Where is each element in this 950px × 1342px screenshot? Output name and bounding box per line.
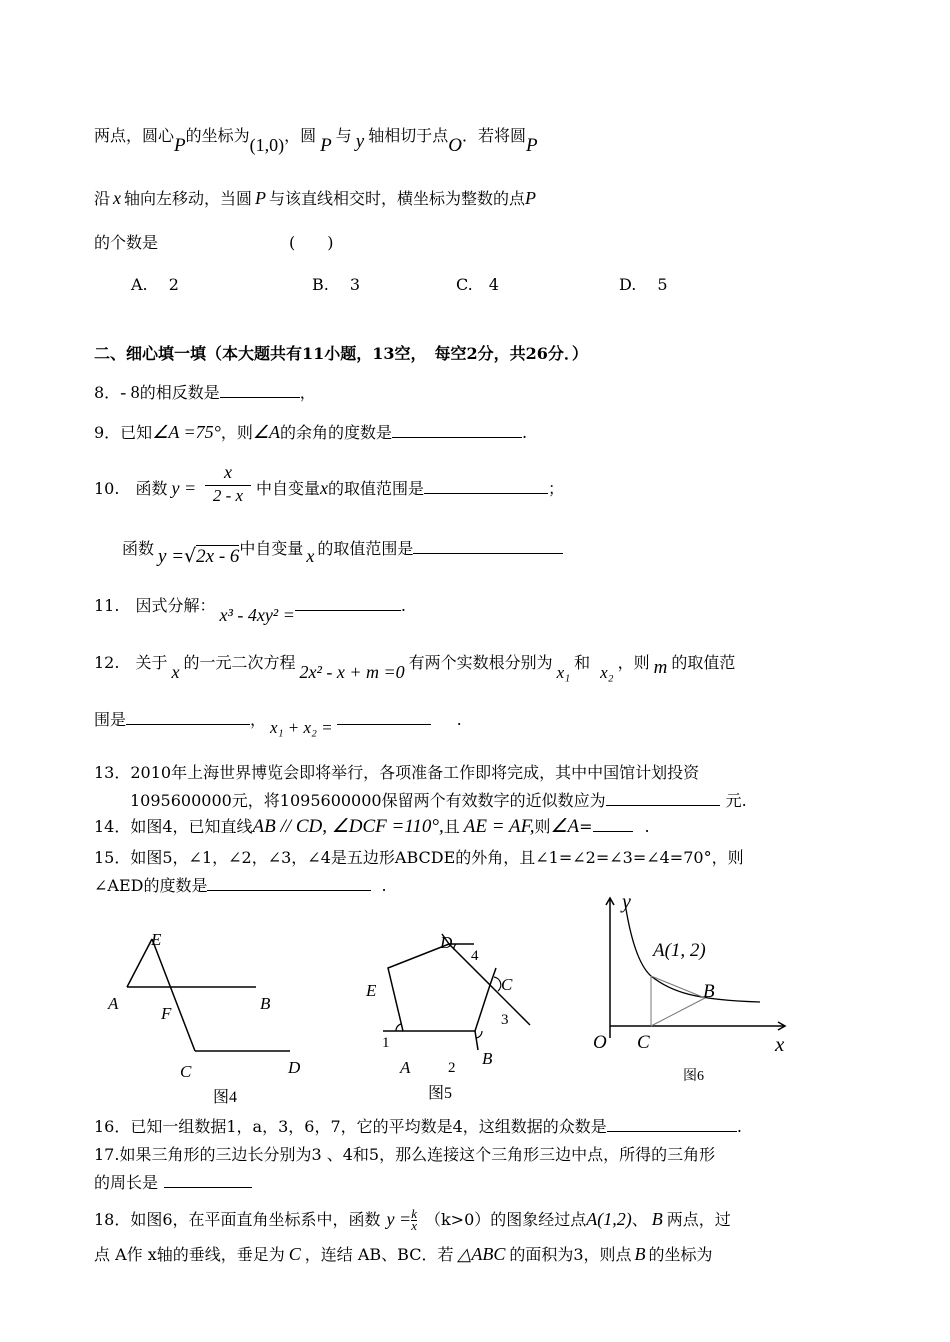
q10-line2	[122, 536, 563, 567]
label-a: A(1, 2)	[653, 940, 706, 961]
q16-tail: .	[736, 1117, 742, 1136]
label-2: 2	[448, 1060, 456, 1076]
section-heading: 二、细心填一填（本大题共有11小题，13空， 每空2分，共26分．）	[94, 344, 588, 363]
var-x: x	[113, 188, 122, 208]
q15-line1: 15．如图5，∠1，∠2，∠3，∠4是五边形ABCDE的外角，且∠1=∠2=∠3=∠4=70°，则	[94, 848, 744, 867]
option-c: C. 4	[456, 275, 499, 294]
q14-tail: .	[644, 817, 650, 836]
q10-tail: ；	[548, 479, 565, 498]
figure-caption: 图5	[428, 1085, 453, 1102]
figure-caption: 图4	[213, 1089, 238, 1106]
q10-text: 的取值范围是	[317, 539, 414, 558]
label-c: C	[180, 1062, 192, 1081]
q7-line2	[94, 186, 536, 209]
q13-tail: 元.	[725, 791, 747, 810]
q10-text: 的取值范围是	[328, 479, 425, 498]
segment-bc	[651, 998, 705, 1026]
answer-paren: ( )	[289, 233, 334, 252]
q18-text: 两点，过	[666, 1210, 731, 1229]
fraction-k-x	[411, 1207, 417, 1231]
var-P: P	[525, 188, 537, 208]
q8	[94, 380, 316, 403]
var-P: P	[320, 135, 332, 156]
lhs-y: y =	[158, 546, 185, 567]
angle-arc-2	[476, 1031, 482, 1038]
label-b: B	[482, 1049, 493, 1068]
answer-blank	[424, 477, 548, 494]
lhs-y: y =	[171, 478, 197, 498]
label-1: 1	[382, 1035, 390, 1051]
answer-blank	[295, 594, 401, 611]
label-d: D	[440, 933, 453, 952]
q7-text: 的坐标为	[185, 126, 250, 145]
point-b: B	[634, 1244, 646, 1264]
q9	[94, 420, 527, 443]
q14-given: AB // CD, ∠DCF =110°,	[252, 816, 444, 837]
q10-line1	[94, 476, 196, 499]
q18-text: 18．如图6，在平面直角坐标系中，函数	[94, 1210, 381, 1229]
q12-line1	[94, 650, 736, 682]
figure-6	[585, 888, 795, 1103]
figure-5	[360, 920, 560, 1105]
answer-blank	[607, 1115, 737, 1132]
lhs-y: y =	[386, 1209, 412, 1229]
var-m: m	[653, 657, 668, 678]
q11-num: 11. 因式分解：	[94, 596, 216, 615]
q7-line3	[94, 230, 158, 253]
angle-a: ∠A	[550, 816, 580, 837]
q16-text: 16．已知一组数据1，a，3，6，7，它的平均数是4，这组数据的众数是	[94, 1117, 607, 1136]
label-b: B	[260, 994, 271, 1013]
q11	[94, 593, 406, 625]
q18-text: ，连结 AB、BC．若	[304, 1245, 454, 1264]
q17-line2	[94, 1170, 252, 1193]
answer-blank	[413, 537, 563, 554]
label-4: 4	[471, 948, 479, 964]
neg-eight: - 8	[120, 382, 140, 402]
q11-tail: .	[400, 596, 406, 615]
q16	[94, 1114, 742, 1137]
figure-caption: 图6	[683, 1069, 704, 1084]
q7-text: 的个数是	[94, 233, 159, 252]
q14-text: 14．如图4，已知直线	[94, 817, 253, 836]
q14-given2: AE = AF,	[463, 816, 535, 837]
var-x: x	[171, 662, 180, 682]
q10-text: 函数	[122, 539, 155, 558]
q9-num: 9．已知	[94, 423, 153, 442]
segment-ab	[651, 976, 705, 998]
q14	[94, 814, 650, 838]
q18-text: （k>0）的图象经过点	[424, 1210, 587, 1229]
option-d: D. 5	[619, 275, 668, 294]
q14-text: 则	[534, 817, 551, 836]
answer-blank	[392, 421, 522, 438]
var-O: O	[448, 135, 462, 156]
q15-line2	[94, 873, 387, 896]
var-x: x	[306, 546, 315, 566]
q18-text: 的坐标为	[648, 1245, 713, 1264]
figure-4	[100, 925, 330, 1110]
q17-text: 的周长是	[94, 1173, 159, 1192]
q10-text: 中自变量	[256, 479, 321, 498]
q8-tail: ，	[299, 383, 316, 402]
q12-text: 的取值范	[671, 653, 736, 672]
angle-a: ∠A	[252, 422, 280, 442]
ext-line-3	[490, 968, 496, 985]
q9-text: ，则	[220, 423, 253, 442]
q12-text: 和	[574, 653, 591, 672]
q14-text: =	[579, 817, 593, 836]
label-x: x	[775, 1032, 785, 1056]
angle-arc-3	[494, 977, 501, 991]
option-a: A. 2	[131, 275, 179, 294]
label-c: C	[637, 1032, 650, 1053]
fraction-numerator: x	[224, 462, 232, 482]
q7-text: 与该直线相交时，横坐标为整数的点	[269, 189, 526, 208]
label-c: C	[501, 975, 513, 994]
answer-blank	[593, 815, 633, 832]
q13-text: 1095600000元，将1095600000保留两个有效数字的近似数应为	[130, 791, 606, 810]
q7-text: ，圆	[284, 126, 317, 145]
q7-text: 轴向左移动，当圆	[124, 189, 253, 208]
var-P: P	[174, 135, 186, 156]
q7-text: 两点，圆心	[94, 126, 175, 145]
q18-text: 、	[631, 1210, 648, 1229]
fraction	[205, 462, 251, 506]
triangle-abc: △ABC	[457, 1244, 506, 1264]
sqrt-sign: √	[184, 545, 197, 567]
q18-line1	[94, 1207, 731, 1233]
q10-num: 10. 函数	[94, 479, 168, 498]
q15-text: ∠AED的度数是	[94, 876, 208, 895]
point-b: B	[651, 1209, 663, 1229]
q8-num: 8．	[94, 383, 121, 402]
label-e: E	[366, 981, 377, 1000]
q7-text: 沿	[94, 189, 111, 208]
label-a: A	[400, 1058, 411, 1077]
sqrt-radicand: 2x - 6	[196, 546, 240, 567]
point-a: A(1,2)	[586, 1209, 632, 1229]
q7-text: 轴相切于点	[368, 126, 449, 145]
quadratic-eq: 2x² - x + m =0	[299, 662, 405, 682]
q9-text: 的余角的度数是	[280, 423, 393, 442]
answer-blank	[337, 708, 431, 725]
q15-tail: .	[381, 876, 387, 895]
label-d: D	[288, 1058, 301, 1077]
q10-line1-rest	[256, 476, 564, 499]
q12-text: ，则	[617, 653, 650, 672]
label-o: O	[593, 1032, 607, 1053]
q17-line1: 17.如果三角形的三边长分别为3 、4和5，那么连接这个三角形三边中点，所得的三角形	[94, 1145, 716, 1164]
q12-text: 有两个实数根分别为	[408, 653, 553, 672]
sum-roots: x₁ + x₂ =	[270, 718, 333, 737]
q10-text: 中自变量	[239, 539, 304, 558]
var-P: P	[255, 188, 267, 208]
var-x: x	[320, 478, 329, 498]
line-ec	[152, 939, 195, 1051]
label-y: y	[622, 891, 631, 913]
q18-text: 点 A作 x轴的垂线，垂足为	[94, 1245, 285, 1264]
label-f: F	[161, 1004, 172, 1023]
q18-text: 的面积为3，则点	[509, 1245, 632, 1264]
fraction-denominator: x	[411, 1219, 417, 1231]
label-a: A	[108, 994, 119, 1013]
answer-blank	[126, 708, 250, 725]
factor-expr: x³ - 4xy² =	[219, 605, 295, 625]
q7-text: ．若将圆	[461, 126, 526, 145]
q12-text: 的一元二次方程	[183, 653, 296, 672]
label-b: B	[703, 981, 715, 1002]
q13-line1: 13．2010年上海世界博览会即将举行，各项准备工作即将完成，其中中国馆计划投资	[94, 763, 700, 782]
line-ea	[127, 939, 152, 987]
q13-line2	[130, 788, 747, 811]
label-e: E	[151, 930, 162, 949]
q9-tail: .	[522, 423, 528, 442]
answer-blank	[164, 1171, 252, 1188]
q12-tail: .	[456, 710, 462, 729]
q7-line1	[94, 123, 538, 156]
root-x1: x₁	[556, 663, 571, 682]
q7-text: 与	[335, 126, 352, 145]
angle-a-value: ∠A =75°	[152, 422, 221, 442]
q12-num: 12. 关于	[94, 653, 168, 672]
var-y: y	[355, 131, 365, 152]
q12-text: 围是	[94, 710, 127, 729]
var-P: P	[525, 135, 538, 156]
point-c: C	[288, 1244, 301, 1264]
fraction-denominator: 2 - x	[212, 486, 244, 505]
q8-text: 的相反数是	[139, 383, 220, 402]
q18-line2	[94, 1242, 713, 1265]
coord: (1,0)	[249, 135, 285, 155]
q12-text: ，	[250, 710, 267, 729]
q14-text: 且	[443, 817, 460, 836]
ext-line-2	[475, 1031, 478, 1050]
angle-arc-1	[396, 1024, 401, 1031]
answer-blank	[606, 789, 720, 806]
root-x2: x₂	[600, 663, 614, 682]
q12-line2	[94, 707, 462, 737]
answer-blank	[220, 381, 300, 398]
answer-blank	[207, 874, 371, 891]
label-3: 3	[501, 1012, 509, 1028]
fraction-numerator: k	[411, 1205, 417, 1221]
option-b: B. 3	[312, 275, 361, 294]
